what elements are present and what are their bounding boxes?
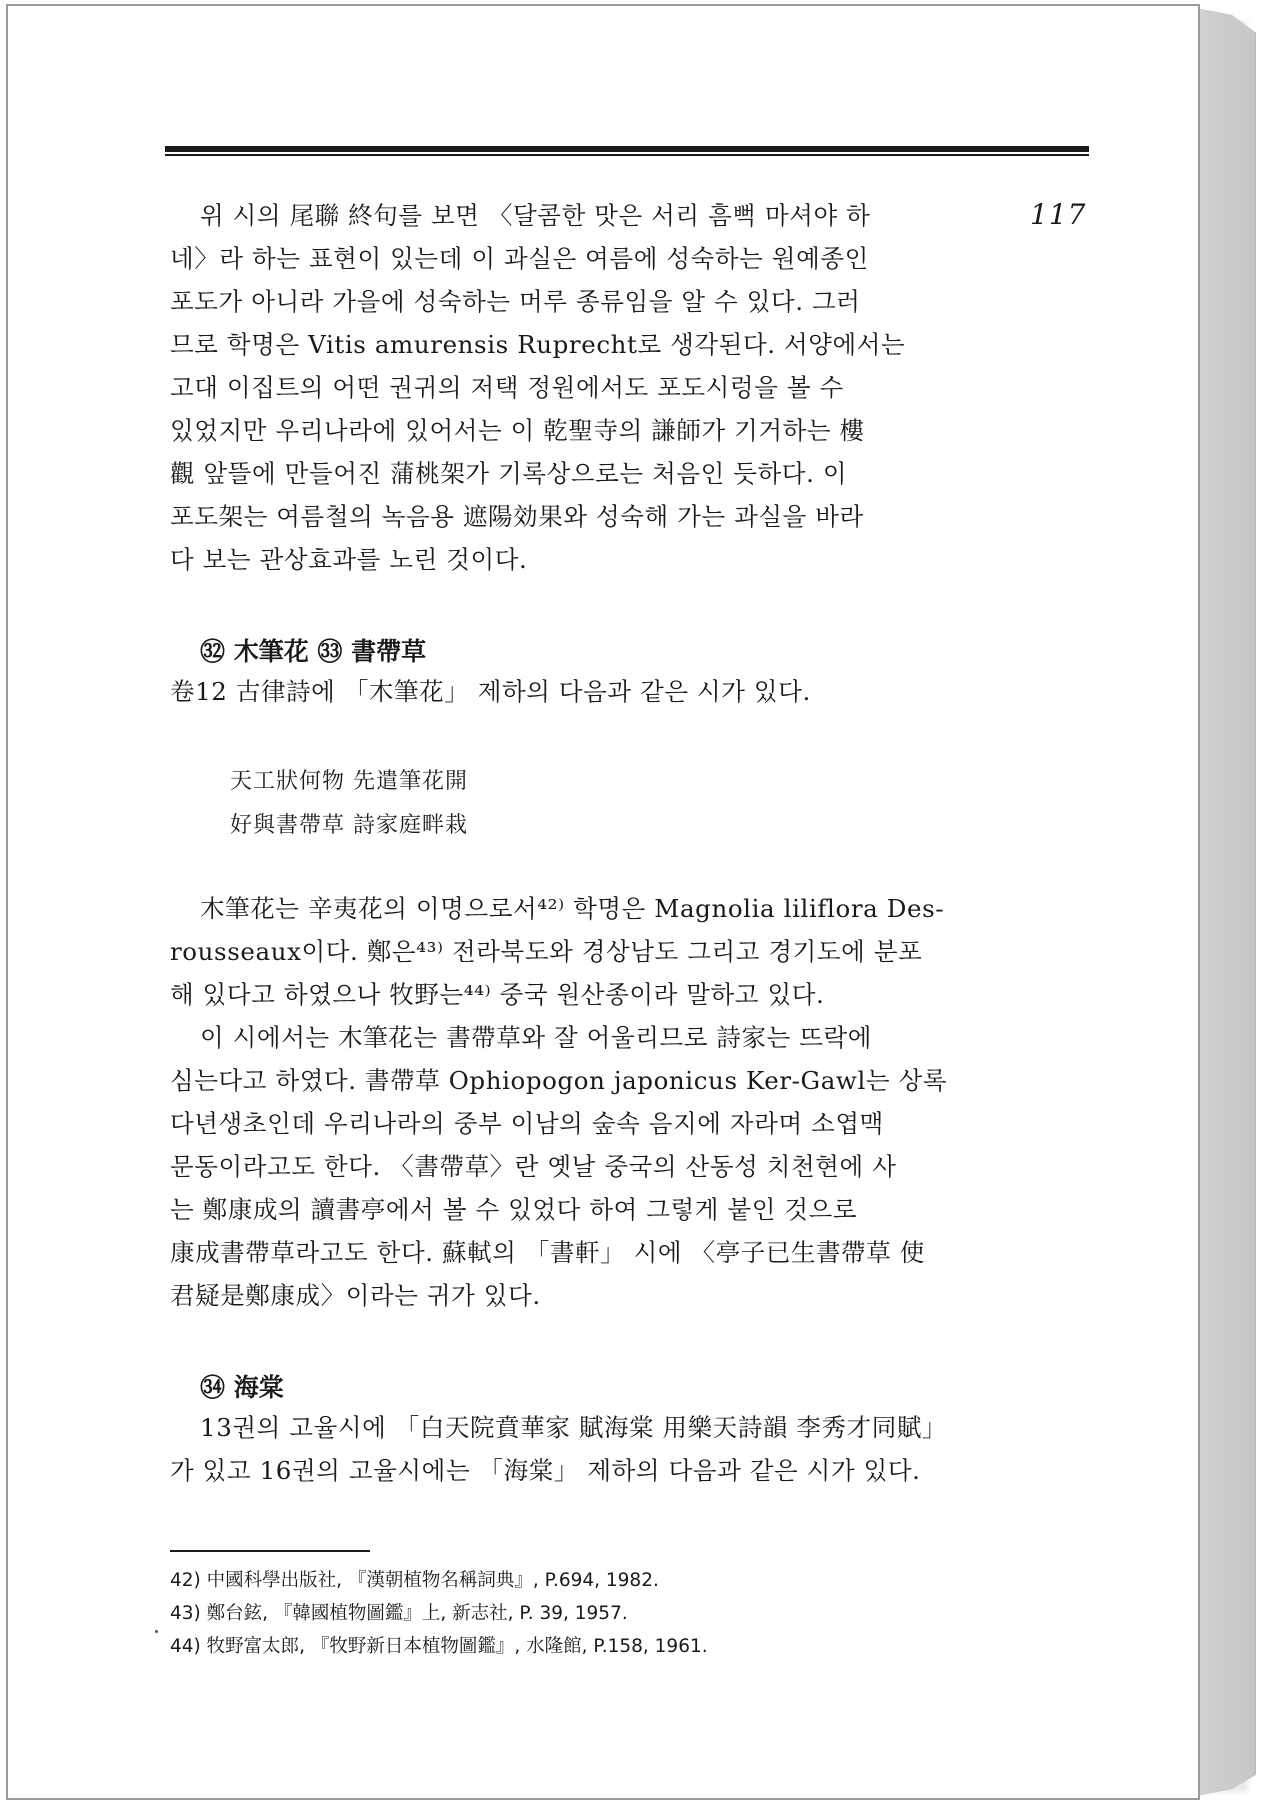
scan-speck bbox=[155, 1630, 158, 1633]
body-line: 君疑是鄭康成〉이라는 귀가 있다. bbox=[170, 1281, 541, 1310]
footnote: 43) 鄭台鉉, 『韓國植物圖鑑』上, 新志社, P. 39, 1957. bbox=[170, 1603, 628, 1624]
body-line: 고대 이집트의 어떤 권귀의 저택 정원에서도 포도시렁을 볼 수 bbox=[170, 373, 844, 402]
body-line: 네〉라 하는 표현이 있는데 이 과실은 여름에 성숙하는 원예종인 bbox=[170, 244, 869, 273]
body-line: 포도가 아니라 가을에 성숙하는 머루 종류임을 알 수 있다. 그러 bbox=[170, 287, 861, 316]
footnote: 44) 牧野富太郎, 『牧野新日本植物圖鑑』, 水隆館, P.158, 1961. bbox=[170, 1636, 708, 1657]
section-heading: ㉞ 海棠 bbox=[200, 1373, 284, 1402]
header-rule bbox=[165, 146, 1089, 152]
page-number: 117 bbox=[1030, 198, 1087, 231]
body-line: 므로 학명은 Vitis amurensis Ruprecht로 생각된다. 서양에서는 bbox=[170, 330, 906, 359]
body-line: rousseaux이다. 鄭은⁴³⁾ 전라북도와 경상남도 그리고 경기도에 분포 bbox=[170, 937, 923, 966]
footnote-rule bbox=[170, 1550, 370, 1552]
body-line: 심는다고 하였다. 書帶草 Ophiopogon japonicus Ker-Gawl는 상록 bbox=[170, 1066, 948, 1095]
body-line: 다 보는 관상효과를 노린 것이다. bbox=[170, 545, 528, 574]
poem-line: 天工狀何物 先遣筆花開 bbox=[230, 769, 468, 794]
body-line: 문동이라고도 한다. 〈書帶草〉란 옛날 중국의 산동성 치천현에 사 bbox=[170, 1152, 897, 1181]
body-line: 木筆花는 辛夷花의 이명으로서⁴²⁾ 학명은 Magnolia liliflora Des- bbox=[200, 894, 945, 923]
body-line: 있었지만 우리나라에 있어서는 이 乾聖寺의 謙師가 기거하는 樓 bbox=[170, 416, 865, 445]
body-line: 는 鄭康成의 讀書亭에서 볼 수 있었다 하여 그렇게 붙인 것으로 bbox=[170, 1195, 858, 1224]
poem-line: 好與書帶草 詩家庭畔栽 bbox=[230, 813, 468, 838]
footnote: 42) 中國科學出版社, 『漢朝植物名稱詞典』, P.694, 1982. bbox=[170, 1570, 659, 1591]
body-line: 가 있고 16권의 고율시에는 「海棠」 제하의 다음과 같은 시가 있다. bbox=[170, 1456, 921, 1485]
body-line: 이 시에서는 木筆花는 書帶草와 잘 어울리므로 詩家는 뜨락에 bbox=[200, 1023, 873, 1052]
section-intro: 卷12 古律詩에 「木筆花」 제하의 다음과 같은 시가 있다. bbox=[170, 677, 811, 706]
body-line: 위 시의 尾聯 終句를 보면 〈달콤한 맛은 서리 흠뻑 마셔야 하 bbox=[200, 201, 871, 230]
body-line: 다년생초인데 우리나라의 중부 이남의 숲속 음지에 자라며 소엽맥 bbox=[170, 1109, 884, 1138]
body-line: 觀 앞뜰에 만들어진 蒲桃架가 기록상으로는 처음인 듯하다. 이 bbox=[170, 459, 848, 488]
body-line: 해 있다고 하였으나 牧野는⁴⁴⁾ 중국 원산종이라 말하고 있다. bbox=[170, 980, 825, 1009]
body-line: 포도架는 여름철의 녹음용 遮陽効果와 성숙해 가는 과실을 바라 bbox=[170, 502, 864, 531]
body-line: 康成書帶草라고도 한다. 蘇軾의 「書軒」 시에 〈亭子已生書帶草 使 bbox=[170, 1238, 925, 1267]
section-heading: ㉜ 木筆花 ㉝ 書帶草 bbox=[200, 637, 427, 666]
body-line: 13권의 고율시에 「白天院賁華家 賦海棠 用樂天詩韻 李秀才同賦」 bbox=[200, 1413, 948, 1442]
header-rule-thin bbox=[165, 154, 1089, 156]
